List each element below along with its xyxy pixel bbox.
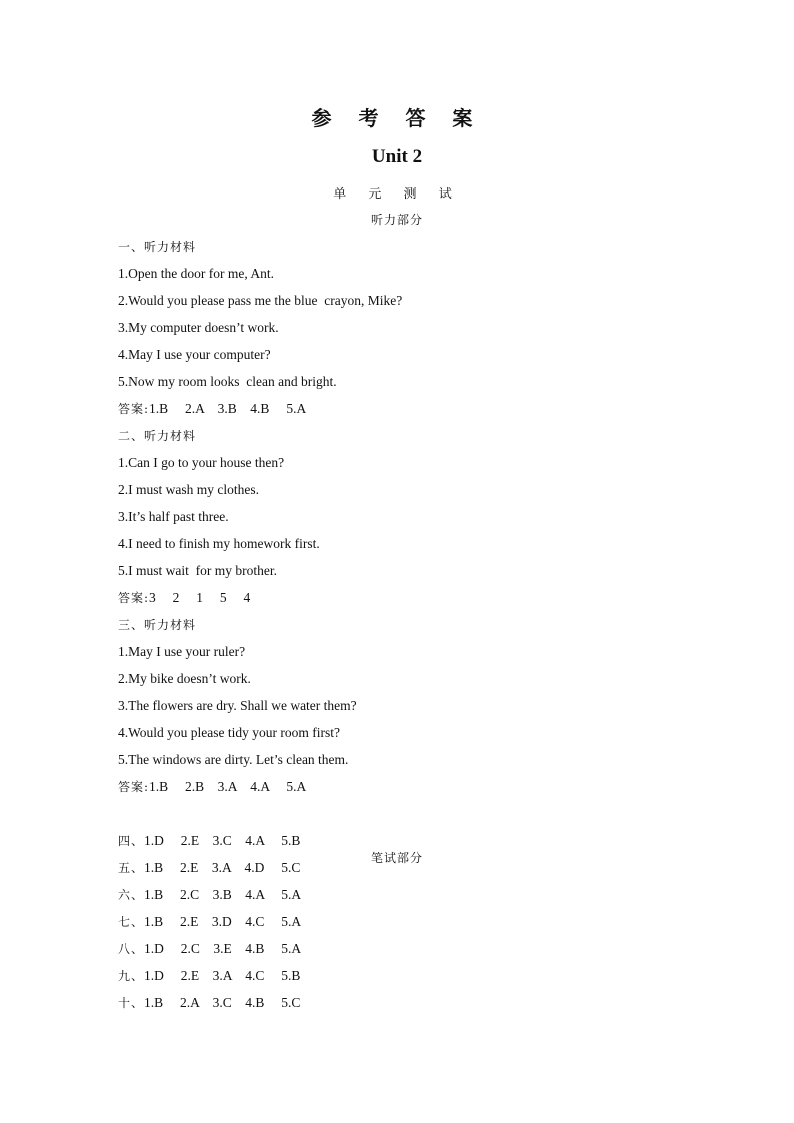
part1-answer xyxy=(118,398,718,425)
answer-values: 1.B 2.B 3.A 4.A 5.A xyxy=(149,779,307,794)
question-number: 四、 xyxy=(118,834,145,848)
part3-item: 4.Would you please tidy your room first? xyxy=(118,725,340,740)
part3-answer xyxy=(118,776,718,803)
unit-title: Unit 2 xyxy=(371,146,423,167)
answer-values: 1.B 2.A 3.B 4.B 5.A xyxy=(149,401,307,416)
test-subtitle: 单 元 测 试 xyxy=(333,187,461,202)
answer-values: 1.D 2.E 3.A 4.C 5.B xyxy=(144,968,301,983)
part3-heading: 三、听力材料 xyxy=(118,618,197,632)
question-number: 七、 xyxy=(118,915,145,929)
part2-heading: 二、听力材料 xyxy=(118,429,197,443)
answer-values: 3 2 1 5 4 xyxy=(149,590,251,605)
part1-item: 4.May I use your computer? xyxy=(118,347,271,362)
written-answer-row xyxy=(118,911,718,938)
part1-item: 3.My computer doesn’t work. xyxy=(118,320,279,335)
part2-item: 2.I must wash my clothes. xyxy=(118,482,259,497)
answer-values: 1.D 2.C 3.E 4.B 5.A xyxy=(144,941,302,956)
part1-item: 2.Would you please pass me the blue crayon, Mike? xyxy=(118,293,403,308)
part2-item: 1.Can I go to your house then? xyxy=(118,455,285,470)
answer-values: 1.B 2.E 3.D 4.C 5.A xyxy=(144,914,302,929)
part2-item: 4.I need to finish my homework first. xyxy=(118,536,320,551)
listening-section-header: 听力部分 xyxy=(370,213,423,227)
part1-item: 1.Open the door for me, Ant. xyxy=(118,266,274,281)
part2-item: 3.It’s half past three. xyxy=(118,509,229,524)
written-answer-row xyxy=(118,992,718,1019)
part3-item: 5.The windows are dirty. Let’s clean them. xyxy=(118,752,349,767)
answer-label: 答案: xyxy=(118,402,150,416)
written-answer-row xyxy=(118,938,718,965)
part3-item: 1.May I use your ruler? xyxy=(118,644,246,659)
part3-item: 3.The flowers are dry. Shall we water them? xyxy=(118,698,357,713)
document-title: 参 考 答 案 xyxy=(311,106,483,130)
part1-heading: 一、听力材料 xyxy=(118,240,197,254)
part2-item: 5.I must wait for my brother. xyxy=(118,563,277,578)
question-number: 六、 xyxy=(118,888,145,902)
question-number: 十、 xyxy=(118,996,145,1010)
writing-section-header: 笔试部分 xyxy=(370,851,423,865)
answer-label: 答案: xyxy=(118,780,150,794)
question-number: 九、 xyxy=(118,969,145,983)
part1-item: 5.Now my room looks clean and bright. xyxy=(118,374,337,389)
answer-values: 1.B 2.E 3.A 4.D 5.C xyxy=(144,860,301,875)
part2-answer xyxy=(118,587,718,614)
part3-item: 2.My bike doesn’t work. xyxy=(118,671,251,686)
written-answer-row xyxy=(118,884,718,911)
answer-lines xyxy=(118,236,718,1019)
answer-label: 答案: xyxy=(118,591,150,605)
question-number: 八、 xyxy=(118,942,145,956)
answer-values: 1.B 2.A 3.C 4.B 5.C xyxy=(144,995,301,1010)
question-number: 五、 xyxy=(118,861,145,875)
answer-values: 1.D 2.E 3.C 4.A 5.B xyxy=(144,833,301,848)
answer-values: 1.B 2.C 3.B 4.A 5.A xyxy=(144,887,302,902)
written-answer-row xyxy=(118,965,718,992)
